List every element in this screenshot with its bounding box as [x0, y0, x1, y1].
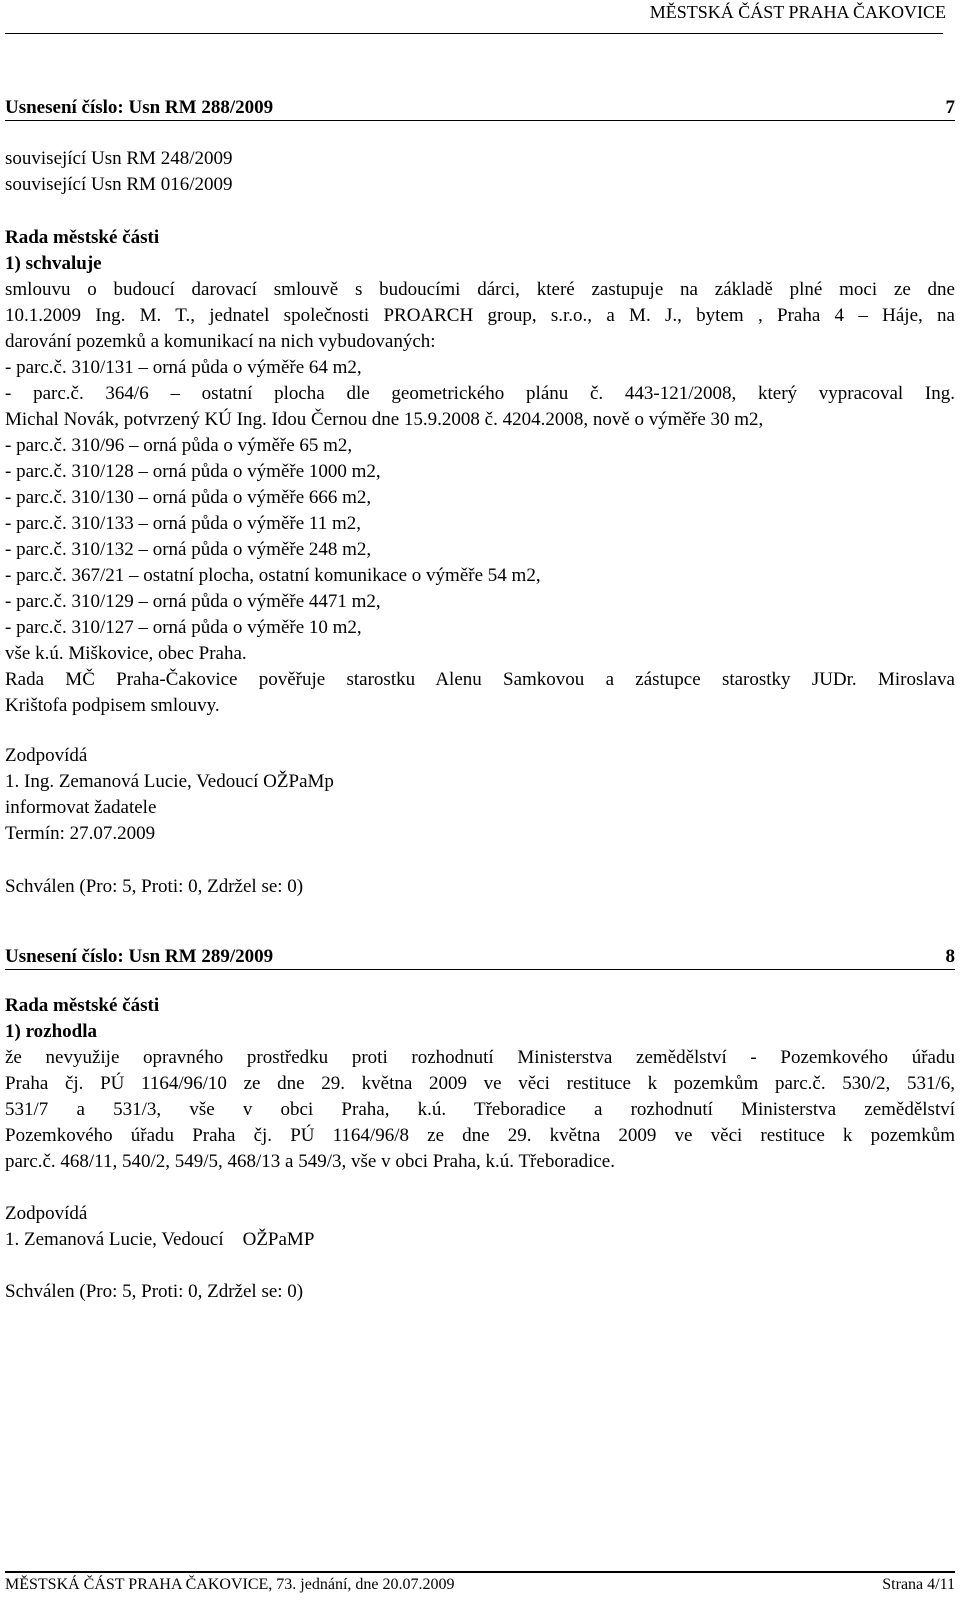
parcel-item: - parc.č. 310/127 – orná půda o výměře 10 m2, — [5, 617, 362, 638]
text-line: darování pozemků a komunikací na nich vybudovaných: — [5, 331, 436, 352]
resolution-288-body — [5, 225, 955, 719]
parcel-item: - parc.č. 310/96 – orná půda o výměře 65 m2, — [5, 435, 353, 456]
body-heading: Rada městské části — [5, 227, 160, 248]
header-divider — [5, 33, 943, 34]
responsible-task: informovat žadatele — [5, 797, 157, 818]
resolution-288-title: Usnesení číslo: Usn RM 288/2009 — [5, 97, 274, 118]
responsible-label: Zodpovídá — [5, 745, 88, 766]
responsible-person: 1. Ing. Zemanová Lucie, Vedoucí OŽPaMp — [5, 771, 334, 792]
parcel-item: - parc.č. 364/6 – ostatní plocha dle geometrického plánu č. 443-121/2008, který vypracoval Ing. — [5, 383, 955, 404]
resolution-289-heading — [5, 945, 955, 970]
text-line: parc.č. 468/11, 540/2, 549/5, 468/13 a 549/3, vše v obci Praha, k.ú. Třeboradice. — [5, 1151, 615, 1172]
responsible-label: Zodpovídá — [5, 1203, 88, 1224]
vote-result: Schválen (Pro: 5, Proti: 0, Zdržel se: 0) — [5, 1281, 304, 1302]
related-resolution: související Usn RM 016/2009 — [5, 174, 233, 195]
parcel-item: - parc.č. 310/132 – orná půda o výměře 248 m2, — [5, 539, 372, 560]
parcel-item: - parc.č. 310/131 – orná půda o výměře 64 m2, — [5, 357, 362, 378]
text-line: 10.1.2009 Ing. M. T., jednatel společnosti PROARCH group, s.r.o., a M. J., bytem , Praha 4 – Háje, na — [5, 305, 955, 326]
page-footer — [5, 1574, 955, 1596]
decision-label: 1) schvaluje — [5, 253, 102, 274]
decision-label: 1) rozhodla — [5, 1021, 98, 1042]
resolution-289-body — [5, 993, 955, 1175]
text-line: Praha čj. PÚ 1164/96/10 ze dne 29. května 2009 ve věci restituce k pozemkům parc.č. 530/2, 531/6, — [5, 1073, 955, 1094]
responsible-person: 1. Zemanová Lucie, Vedoucí OŽPaMP — [5, 1229, 315, 1250]
footer-meeting-info: MĚSTSKÁ ČÁST PRAHA ČAKOVICE, 73. jednání, dne 20.07.2009 — [5, 1576, 455, 1593]
text-line: 531/7 a 531/3, vše v obci Praha, k.ú. Třeboradice a rozhodnutí Ministerstva zemědělství — [5, 1099, 955, 1120]
vote-result: Schválen (Pro: 5, Proti: 0, Zdržel se: 0) — [5, 876, 304, 897]
body-heading: Rada městské části — [5, 995, 160, 1016]
parcel-item: - parc.č. 310/130 – orná půda o výměře 666 m2, — [5, 487, 372, 508]
resolution-288-responsible — [5, 743, 955, 847]
page-number: Strana 4/11 — [882, 1576, 955, 1593]
resolution-288-related — [5, 146, 955, 198]
text-line: Krištofa podpisem smlouvy. — [5, 695, 220, 716]
text-line: vše k.ú. Miškovice, obec Praha. — [5, 643, 247, 664]
text-line: Pozemkového úřadu Praha čj. PÚ 1164/96/8 ze dne 29. května 2009 ve věci restituce k pozemkům — [5, 1125, 955, 1146]
resolution-289-responsible — [5, 1201, 955, 1253]
resolution-289-vote — [5, 1279, 955, 1305]
parcel-item: - parc.č. 310/129 – orná půda o výměře 4471 m2, — [5, 591, 381, 612]
resolution-288-heading — [5, 96, 955, 121]
resolution-289-title: Usnesení číslo: Usn RM 289/2009 — [5, 946, 274, 967]
deadline: Termín: 27.07.2009 — [5, 823, 156, 844]
parcel-item: - parc.č. 310/133 – orná půda o výměře 11 m2, — [5, 513, 361, 534]
resolution-289-number: 8 — [945, 946, 955, 967]
text-line: Rada MČ Praha-Čakovice pověřuje starostku Alenu Samkovou a zástupce starostky JUDr. Miroslava — [5, 669, 955, 690]
text-line: Michal Novák, potvrzený KÚ Ing. Idou Černou dne 15.9.2008 č. 4204.2008, nově o výměře 30 m2, — [5, 409, 764, 430]
parcel-item: - parc.č. 310/128 – orná půda o výměře 1000 m2, — [5, 461, 381, 482]
resolution-288-number: 7 — [945, 97, 955, 118]
resolution-288-vote — [5, 874, 955, 900]
page-header-title: MĚSTSKÁ ČÁST PRAHA ČAKOVICE — [649, 2, 946, 22]
text-line: smlouvu o budoucí darovací smlouvě s budoucími dárci, které zastupuje na základě plné moci ze dne — [5, 279, 955, 300]
text-line: že nevyužije opravného prostředku proti rozhodnutí Ministerstva zemědělství - Pozemkového úřadu — [5, 1047, 955, 1068]
parcel-item: - parc.č. 367/21 – ostatní plocha, ostatní komunikace o výměře 54 m2, — [5, 565, 541, 586]
footer-divider — [5, 1571, 955, 1573]
related-resolution: související Usn RM 248/2009 — [5, 148, 233, 169]
